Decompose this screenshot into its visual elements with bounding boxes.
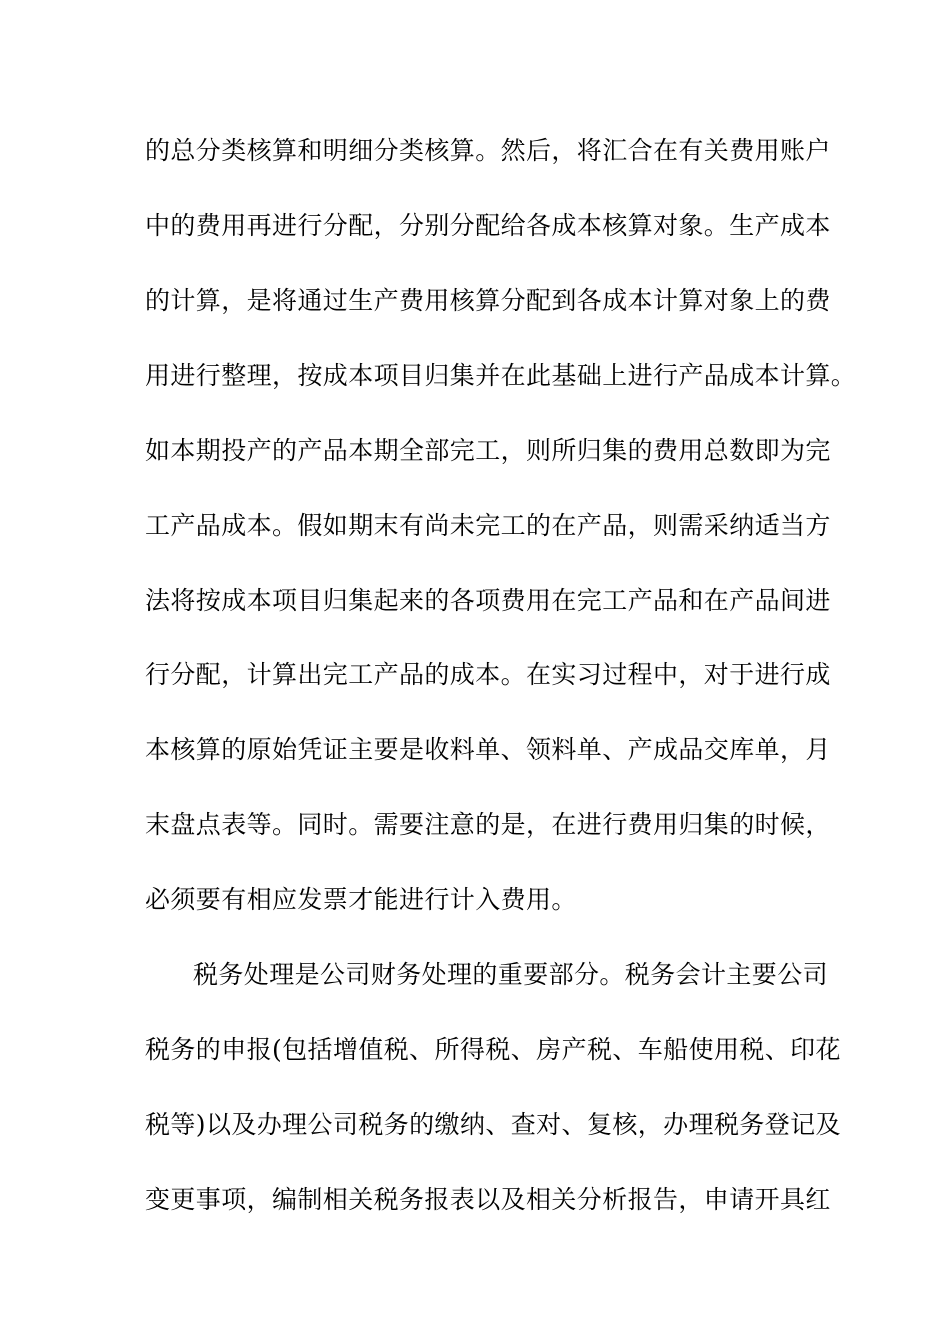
text-line: 如本期投产的产品本期全部完工，则所归集的费用总数即为完 <box>145 436 831 465</box>
text-line: 工产品成本。假如期末有尚未完工的在产品，则需采纳适当方 <box>145 511 831 540</box>
text-line: 法将按成本项目归集起来的各项费用在完工产品和在产品间进 <box>145 586 831 615</box>
text-line: 税务的申报(包括增值税、所得税、房产税、车船使用税、印花 <box>145 1035 841 1064</box>
text-line: 末盘点表等。同时。需要注意的是，在进行费用归集的时候， <box>145 810 831 839</box>
text-line: 必须要有相应发票才能进行计入费用。 <box>145 885 577 914</box>
text-line: 本核算的原始凭证主要是收料单、领料单、产成品交库单，月 <box>145 735 831 764</box>
text-line: 的计算，是将通过生产费用核算分配到各成本计算对象上的费 <box>145 286 831 315</box>
text-line: 行分配，计算出完工产品的成本。在实习过程中，对于进行成 <box>145 660 831 689</box>
text-line: 用进行整理，按成本项目归集并在此基础上进行产品成本计算。 <box>145 361 857 390</box>
text-line: 中的费用再进行分配，分别分配给各成本核算对象。生产成本 <box>145 211 831 240</box>
text-line: 变更事项，编制相关税务报表以及相关分析报告，申请开具红 <box>145 1185 831 1214</box>
text-line: 的总分类核算和明细分类核算。然后，将汇合在有关费用账户 <box>145 136 831 165</box>
text-line: 税等)以及办理公司税务的缴纳、查对、复核，办理税务登记及 <box>145 1110 841 1139</box>
paragraph-start-line: 税务处理是公司财务处理的重要部分。税务会计主要公司 <box>193 960 829 989</box>
